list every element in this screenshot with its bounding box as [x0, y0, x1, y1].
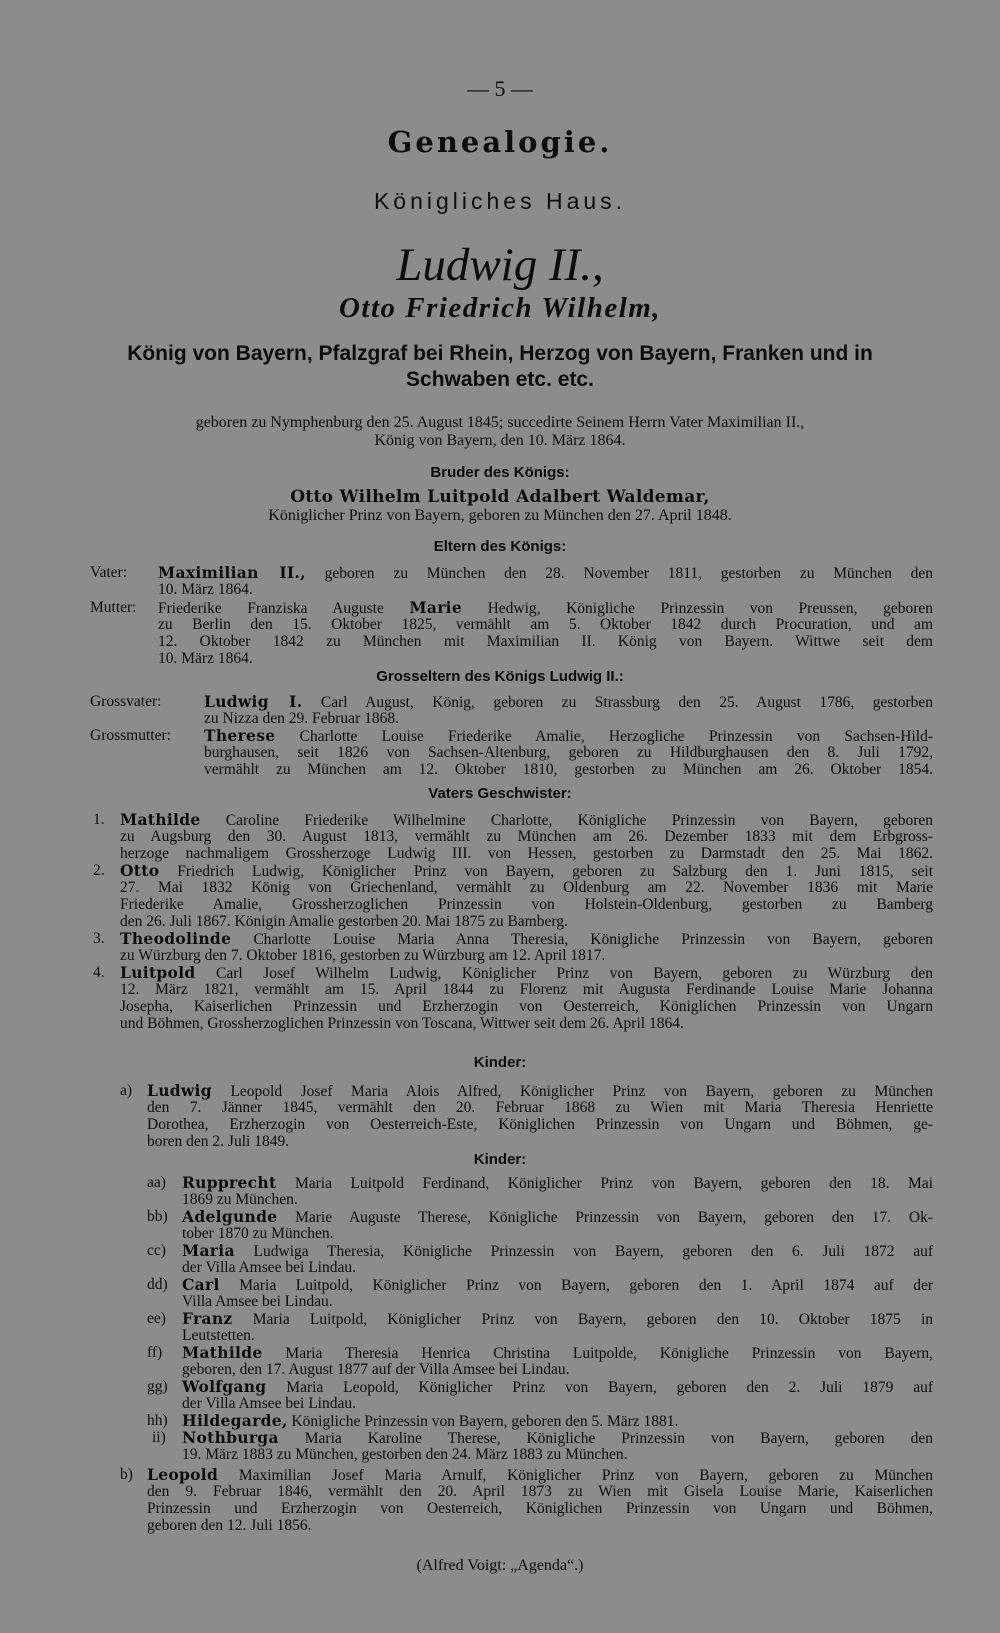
mother-label: Mutter: — [90, 599, 137, 616]
father-label: Vater: — [90, 564, 128, 581]
sibling-2-line-4: den 26. Juli 1867. Königin Amalie gestorben 20. Mai 1875 zu Bamberg. — [120, 913, 568, 930]
child-a-label: a) — [120, 1082, 133, 1099]
mother-line-3: 12. Oktober 1842 zu München mit Maximilian II. König von Bayern. Wittwe seit dem — [158, 633, 933, 650]
grandchild-aa-label: aa) — [147, 1174, 166, 1191]
brother-heading: Bruder des Königs: — [430, 464, 570, 481]
father-line-1 — [158, 564, 933, 583]
grandparents-heading: Grosseltern des Königs Ludwig II.: — [376, 668, 624, 685]
sibling-1-name: Mathilde — [120, 810, 201, 829]
grandfather-text: Carl August, König, geboren zu Strassburg den 25. August 1786, gestorben — [320, 694, 933, 711]
sibling-4-number: 4. — [93, 964, 105, 981]
mother-name: Marie — [409, 598, 463, 617]
grandchild-aa-name: Rupprecht — [182, 1173, 277, 1192]
sibling-1-text: Caroline Friederike Wilhelmine Charlotte, Königliche Prinzessin von Bayern, geboren — [225, 812, 933, 829]
grandchild-ii-line-2: 19. März 1883 zu München, gestorben den 24. März 1883 zu München. — [182, 1446, 628, 1463]
grandfather-name: Ludwig I. — [204, 692, 303, 711]
grandchild-aa-text: Maria Luitpold Ferdinand, Königlicher Prinz von Bayern, geboren den 18. Mai — [294, 1175, 933, 1192]
grandchild-dd-text: Maria Luitpold, Königlicher Prinz von Bayern, geboren den 1. April 1874 auf der — [239, 1277, 933, 1294]
king-title-line-2: Schwaben etc. etc. — [406, 368, 594, 391]
child-a-name: Ludwig — [147, 1081, 212, 1100]
sibling-2-line-2: 27. Mai 1832 König von Griechenland, vermählt zu Oldenburg am 22. November 1836 mit Marie — [120, 879, 933, 896]
mother-pre: Friederike Franziska Auguste — [158, 600, 384, 617]
king-name: Ludwig II., — [396, 239, 604, 291]
child-b-line-2: den 9. Februar 1846, vermählt den 20. April 1873 zu Wien mit Gisela Louise Marie, Kaiserlichen — [147, 1483, 933, 1500]
grandchild-gg-line-2: der Villa Amsee bei Lindau. — [182, 1395, 356, 1412]
grandchild-ee-text: Maria Luitpold, Königlicher Prinz von Bayern, geboren den 10. Oktober 1875 in — [252, 1311, 933, 1328]
grandchild-bb-name: Adelgunde — [182, 1207, 278, 1226]
grandchild-ff-label: ff) — [147, 1344, 163, 1361]
child-b-name: Leopold — [147, 1465, 219, 1484]
grandchild-ee-name: Franz — [182, 1309, 233, 1328]
grandchild-gg-label: gg) — [147, 1378, 168, 1395]
grandchild-aa-line-2: 1869 zu München. — [182, 1191, 298, 1208]
grandchildren-heading: Kinder: — [473, 1151, 527, 1168]
sibling-2-name: Otto — [120, 861, 160, 880]
grandchild-hh-text: Königliche Prinzessin von Bayern, geboren den 5. März 1881. — [291, 1413, 679, 1430]
grandchild-gg-name: Wolfgang — [182, 1377, 267, 1396]
grandchild-dd-label: dd) — [147, 1276, 168, 1293]
child-b-text: Maximilian Josef Maria Arnulf, Königlicher Prinz von Bayern, geboren zu München — [238, 1467, 934, 1484]
sibling-2-number: 2. — [93, 862, 105, 879]
sibling-3-number: 3. — [93, 930, 105, 947]
grandchild-bb-line-2: tober 1870 zu München. — [182, 1225, 334, 1242]
grandchild-cc-text: Ludwiga Theresia, Königliche Prinzessin von Bayern, geboren den 6. Juli 1872 auf — [253, 1243, 934, 1260]
grandchild-gg-text: Maria Leopold, Königlicher Prinz von Bayern, geboren den 2. Juli 1879 auf — [286, 1379, 933, 1396]
grandmother-label: Grossmutter: — [90, 727, 171, 744]
king-title-line-1: König von Bayern, Pfalzgraf bei Rhein, Herzog von Bayern, Franken und in — [127, 342, 873, 365]
child-a-line-2: den 7. Jänner 1845, vermählt den 20. Februar 1868 zu Wien mit Maria Theresia Henriette — [147, 1099, 933, 1116]
subheading: Königliches Haus. — [373, 188, 627, 214]
grandchild-cc-line-2: der Villa Amsee bei Lindau. — [182, 1259, 356, 1276]
sibling-1-line-2: zu Augsburg den 30. August 1813, vermählt zu München am 26. Dezember 1833 mit dem Erbgross- — [120, 828, 933, 845]
child-b-line-4: geboren den 12. Juli 1856. — [147, 1517, 312, 1534]
grandchild-ii-name: Nothburga — [182, 1428, 279, 1447]
sibling-4-text: Carl Josef Wilhelm Ludwig, Königlicher Prinz von Bayern, geboren zu Würzburg den — [216, 965, 934, 982]
child-a-line-4: boren den 2. Juli 1849. — [147, 1133, 290, 1150]
sibling-3-line-2: zu Würzburg den 7. Oktober 1816, gestorben zu Würzburg am 12. April 1817. — [120, 947, 606, 964]
brother-name: Otto Wilhelm Luitpold Adalbert Waldemar, — [290, 487, 710, 507]
grandchild-dd-name: Carl — [182, 1275, 220, 1294]
king-birth-line-1: geboren zu Nymphenburg den 25. August 1845; succedirte Seinem Herrn Vater Maximilian II., — [195, 414, 805, 431]
sibling-3-name: Theodolinde — [120, 929, 232, 948]
brother-text: Königlicher Prinz von Bayern, geboren zu München den 27. April 1848. — [268, 507, 732, 524]
father-line-2: 10. März 1864. — [158, 581, 253, 598]
grandchild-ee-line-1 — [182, 1310, 933, 1329]
grandmother-name: Therese — [204, 726, 276, 745]
sibling-2-line-3: Friederike Amalie, Grossherzoglichen Prinzessin von Holstein-Oldenburg, gestorben zu Bamberg — [120, 896, 933, 913]
heading: Genealogie. — [387, 125, 613, 159]
mother-text: Hedwig, Königliche Prinzessin von Preussen, geboren — [487, 600, 933, 617]
grandchild-bb-text: Marie Auguste Therese, Königliche Prinzessin von Bayern, geboren den 17. Ok- — [295, 1209, 933, 1226]
sibling-4-line-2: 12. März 1821, vermählt am 15. April 1844 zu Florenz mit Augusta Ferdinande Louise Marie Johanna — [120, 981, 933, 998]
grandchild-ii-label: ii) — [152, 1429, 166, 1446]
grandmother-text: Charlotte Louise Friederike Amalie, Herzogliche Prinzessin von Sachsen-Hild- — [299, 728, 934, 745]
king-given-names: Otto Friedrich Wilhelm, — [338, 292, 662, 324]
grandchild-cc-name: Maria — [182, 1241, 235, 1260]
grandchild-dd-line-2: Villa Amsee bei Lindau. — [182, 1293, 333, 1310]
sibling-1-line-3: herzoge nachmaligem Grossherzoge Ludwig III. von Hessen, gestorben zu Darmstadt den 25. Mai 1862. — [120, 845, 933, 862]
sibling-2-text: Friedrich Ludwig, Königlicher Prinz von Bayern, geboren zu Salzburg den 1. Juni 1815, seit — [177, 863, 933, 880]
mother-line-2: zu Berlin den 15. Oktober 1825, vermählt am 5. Oktober 1842 durch Procuration, und am — [158, 616, 933, 633]
child-a-line-3: Dorothea, Erzherzogin von Oesterreich-Este, Königlichen Prinzessin von Ungarn und Böhmen, ge- — [147, 1116, 933, 1133]
king-birth-line-2: König von Bayern, den 10. März 1864. — [374, 432, 626, 449]
footer-citation: (Alfred Voigt: „Agenda“.) — [416, 1557, 584, 1574]
grandmother-line-3: vermählt zu München am 12. Oktober 1810, gestorben zu München am 26. Oktober 1854. — [204, 761, 933, 778]
grandmother-line-2: burghausen, seit 1826 von Sachsen-Altenburg, geboren zu Hildburghausen den 8. Juli 1792, — [204, 744, 933, 761]
grandchild-ii-text: Maria Karoline Therese, Königliche Prinzessin von Bayern, geboren den — [304, 1430, 933, 1447]
father-name: Maximilian II., — [158, 563, 306, 582]
grandchild-ff-name: Mathilde — [182, 1343, 263, 1362]
grandchild-bb-label: bb) — [147, 1208, 168, 1225]
child-b-line-3: Prinzessin und Erzherzogin von Oesterreich, Königlichen Prinzessin von Ungarn und Böhmen, — [147, 1500, 933, 1517]
father-text: geboren zu München den 28. November 1811, gestorben zu München den — [324, 565, 933, 582]
sibling-4-name: Luitpold — [120, 963, 196, 982]
grandchild-hh-label: hh) — [147, 1412, 168, 1429]
siblings-heading: Vaters Geschwister: — [428, 785, 572, 802]
sibling-4-line-4: und Böhmen, Grossherzoglichen Prinzessin von Toscana, Wittwer seit dem 26. April 1864. — [120, 1015, 684, 1032]
grandchild-ee-line-2: Leutstetten. — [182, 1327, 255, 1344]
child-a-text: Leopold Josef Maria Alois Alfred, Königlicher Prinz von Bayern, geboren zu München — [230, 1083, 934, 1100]
grandchild-ff-line-2: geboren, den 17. August 1877 auf der Villa Amsee bei Lindau. — [182, 1361, 570, 1378]
grandchild-hh-name: Hildegarde, — [182, 1411, 288, 1430]
grandfather-line-2: zu Nizza den 29. Februar 1868. — [204, 710, 399, 727]
sibling-3-text: Charlotte Louise Maria Anna Theresia, Königliche Prinzessin von Bayern, geboren — [253, 931, 933, 948]
mother-line-4: 10. März 1864. — [158, 650, 253, 667]
children-heading: Kinder: — [473, 1054, 527, 1071]
page-number: — 5 — — [467, 76, 533, 101]
child-b-label: b) — [120, 1466, 133, 1483]
grandfather-label: Grossvater: — [90, 693, 162, 710]
grandchild-ff-text: Maria Theresia Henrica Christina Luitpolde, Königliche Prinzessin von Bayern, — [285, 1345, 934, 1362]
grandchild-ee-label: ee) — [147, 1310, 166, 1327]
sibling-4-line-3: Josepha, Kaiserlichen Prinzessin und Erzherzogin von Oesterreich, Königlichen Prinzessin von Ungarn — [120, 998, 933, 1015]
sibling-1-number: 1. — [93, 811, 105, 828]
parents-heading: Eltern des Königs: — [433, 538, 567, 555]
grandchild-cc-label: cc) — [147, 1242, 166, 1259]
